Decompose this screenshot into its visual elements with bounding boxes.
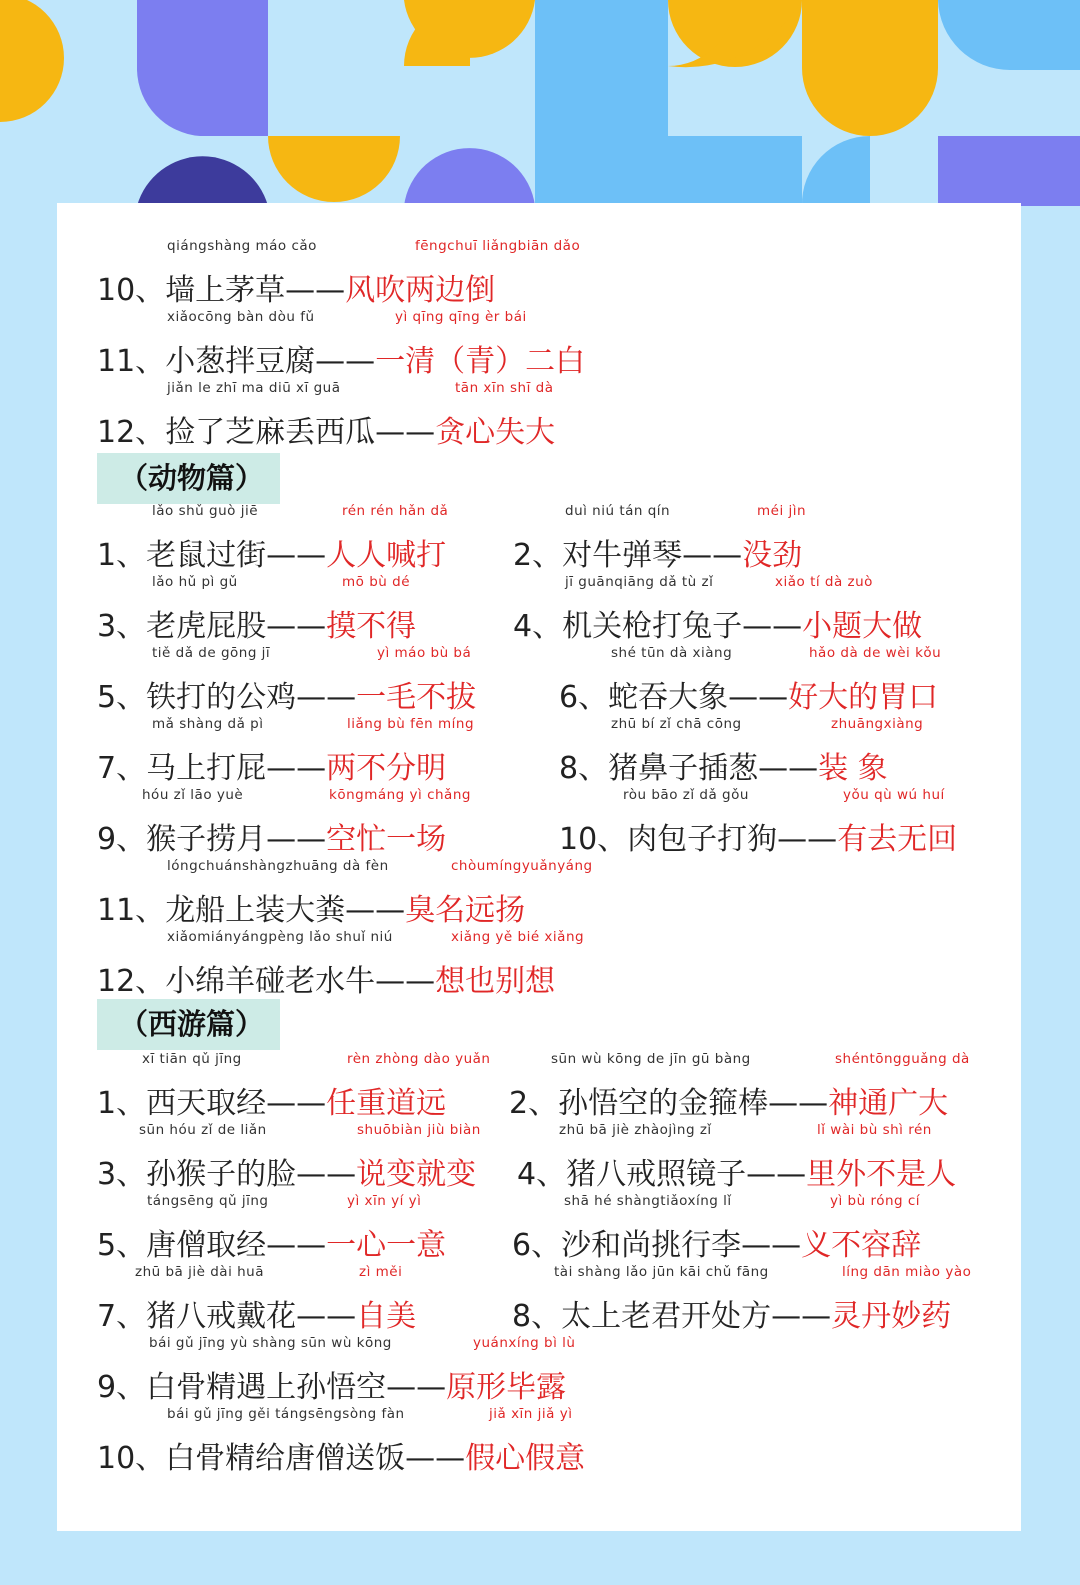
riddle-line [559,645,942,716]
riddle-answer: 风吹两边倒 [345,273,496,308]
question-pinyin: lǎo shǔ guò jiē [152,503,258,519]
riddle-answer: 原形毕露 [446,1370,567,1405]
answer-pinyin: méi jìn [757,503,807,519]
riddle-line [513,574,923,645]
answer-pinyin: lǐ wài bù shì rén [817,1122,932,1138]
riddle-line [517,1122,957,1193]
answer-pinyin: yì qīng qīng èr bái [395,309,527,325]
answer-pinyin: yǒu qù wú huí [843,787,945,803]
question-pinyin: zhū bā jiè zhàojìng zǐ [559,1122,712,1138]
question-pinyin: zhū bā jiè dài huā [135,1264,264,1280]
riddle-answer: 小题大做 [802,609,923,644]
riddle-answer: 一清（青）二白 [375,344,586,379]
riddle-line [559,787,958,858]
question-pinyin: hóu zǐ lāo yuè [142,787,244,803]
riddle-question: 龙船上装大粪—— [165,893,406,928]
riddle-answer: 有去无回 [837,822,958,857]
riddle-line [559,716,924,787]
riddle-line [97,1051,491,1122]
question-pinyin: qiángshàng máo cǎo [167,238,317,254]
decorative-shapes-banner [0,0,1080,206]
question-pinyin: shé tūn dà xiàng [611,645,733,661]
item-number: 2、 [509,1086,559,1121]
item-number: 11、 [97,344,166,379]
riddle-answer: 义不容辞 [801,1228,922,1263]
riddle-line [97,309,586,380]
riddle-line [97,1193,447,1264]
question-pinyin: tài shàng lǎo jūn kāi chǔ fāng [554,1264,769,1280]
answer-pinyin: jiǎ xīn jiǎ yì [489,1406,573,1422]
riddle-answer: 没劲 [742,538,803,573]
question-pinyin: tiě dǎ de gōng jī [152,645,271,661]
riddle-line [512,1193,922,1264]
riddle-line [97,645,477,716]
riddle-line [512,1264,972,1335]
riddle-question: 猴子捞月—— [146,822,327,857]
riddle-answer: 任重道远 [326,1086,447,1121]
riddle-question: 沙和尚挑行李—— [561,1228,802,1263]
riddle-question: 铁打的公鸡—— [146,680,357,715]
item-number: 8、 [559,751,609,786]
riddle-answer: 说变就变 [356,1157,477,1192]
answer-pinyin: rèn zhòng dào yuǎn [347,1051,491,1067]
riddle-question: 马上打屁—— [146,751,327,786]
item-number: 9、 [97,822,147,857]
question-pinyin: ròu bāo zǐ dǎ gǒu [623,787,749,803]
item-number: 11、 [97,893,166,928]
riddle-line [97,716,475,787]
riddle-question: 孙猴子的脸—— [146,1157,357,1192]
answer-pinyin: liǎng bù fēn míng [347,716,475,732]
riddle-question: 猪八戒戴花—— [146,1299,357,1334]
answer-pinyin: chòumíngyuǎnyáng [451,858,593,874]
item-number: 4、 [517,1157,567,1192]
riddle-answer: 臭名远扬 [405,893,526,928]
question-pinyin: lóngchuánshàngzhuāng dà fèn [167,858,389,874]
item-number: 7、 [97,751,147,786]
answer-pinyin: xiǎo tí dà zuò [775,574,873,590]
riddle-line [97,1335,576,1406]
riddle-line [97,574,417,645]
question-pinyin: lǎo hǔ pì gǔ [152,574,238,590]
answer-pinyin: rén rén hǎn dǎ [342,503,449,519]
riddle-answer: 摸不得 [326,609,417,644]
item-number: 3、 [97,1157,147,1192]
item-number: 9、 [97,1370,147,1405]
item-number: 6、 [512,1228,562,1263]
question-pinyin: zhū bí zǐ chā cōng [611,716,742,732]
question-pinyin: jī guānqiāng dǎ tù zǐ [565,574,714,590]
answer-pinyin: kōngmáng yì chǎng [329,787,471,803]
item-number: 10、 [97,273,166,308]
riddle-answer: 装 象 [818,751,888,786]
riddle-question: 孙悟空的金箍棒—— [558,1086,829,1121]
question-pinyin: tángsēng qǔ jīng [147,1193,269,1209]
riddle-line [97,238,581,309]
riddle-question: 唐僧取经—— [146,1228,327,1263]
riddle-answer: 贪心失大 [435,415,556,450]
riddle-question: 墙上茅草—— [165,273,346,308]
riddle-answer: 灵丹妙药 [831,1299,952,1334]
riddle-question: 机关枪打兔子—— [562,609,803,644]
answer-pinyin: shuōbiàn jiù biàn [357,1122,481,1138]
riddle-question: 白骨精给唐僧送饭—— [165,1441,466,1476]
riddle-question: 太上老君开处方—— [561,1299,832,1334]
question-pinyin: xiǎomiányángpèng lǎo shuǐ niú [167,929,393,945]
answer-pinyin: mō bù dé [342,574,410,590]
riddle-question: 猪八戒照镜子—— [566,1157,807,1192]
riddle-question: 对牛弹琴—— [562,538,743,573]
question-pinyin: xiǎocōng bàn dòu fǔ [167,309,315,325]
riddle-answer: 一心一意 [326,1228,447,1263]
riddle-question: 老鼠过街—— [146,538,327,573]
riddle-line [97,858,593,929]
content-card [57,203,1021,1531]
question-pinyin: sūn wù kōng de jīn gū bàng [551,1051,751,1067]
riddle-question: 小绵羊碰老水牛—— [165,964,436,999]
answer-pinyin: fēngchuī liǎngbiān dǎo [415,238,581,254]
item-number: 1、 [97,1086,147,1121]
answer-pinyin: zhuāngxiàng [831,716,924,732]
riddle-line [97,503,449,574]
riddle-line [97,929,585,1000]
answer-pinyin: shéntōngguǎng dà [835,1051,970,1067]
riddle-line [97,380,556,451]
item-number: 10、 [97,1441,166,1476]
riddle-answer: 两不分明 [326,751,447,786]
item-number: 5、 [97,680,147,715]
riddle-question: 西天取经—— [146,1086,327,1121]
answer-pinyin: yì máo bù bá [377,645,472,661]
answer-pinyin: zì měi [359,1264,403,1280]
item-number: 5、 [97,1228,147,1263]
riddle-answer: 自美 [356,1299,417,1334]
riddle-question: 老虎屁股—— [146,609,327,644]
item-number: 10、 [559,822,628,857]
question-pinyin: shā hé shàngtiǎoxíng lǐ [564,1193,732,1209]
riddle-answer: 空忙一场 [326,822,447,857]
item-number: 1、 [97,538,147,573]
item-number: 6、 [559,680,609,715]
item-number: 4、 [513,609,563,644]
riddle-question: 肉包子打狗—— [627,822,838,857]
riddle-answer: 假心假意 [465,1441,586,1476]
question-pinyin: sūn hóu zǐ de liǎn [139,1122,267,1138]
question-pinyin: duì niú tán qín [565,503,671,519]
answer-pinyin: yì bù róng cí [830,1193,921,1209]
item-number: 3、 [97,609,147,644]
riddle-answer: 人人喊打 [326,538,447,573]
riddle-line [97,1406,586,1477]
riddle-answer: 神通广大 [828,1086,949,1121]
riddle-answer: 里外不是人 [806,1157,957,1192]
item-number: 12、 [97,415,166,450]
riddle-question: 猪鼻子插葱—— [608,751,819,786]
question-pinyin: mǎ shàng dǎ pì [152,716,264,732]
question-pinyin: jiǎn le zhī ma diū xī guā [167,380,341,396]
riddle-line [509,1051,970,1122]
item-number: 12、 [97,964,166,999]
answer-pinyin: hǎo dà de wèi kǒu [809,645,942,661]
riddle-answer: 一毛不拔 [356,680,477,715]
riddle-line [97,787,471,858]
riddle-answer: 想也别想 [435,964,556,999]
riddle-line [513,503,807,574]
riddle-line [97,1122,481,1193]
riddle-answer: 好大的胃口 [788,680,939,715]
answer-pinyin: líng dān miào yào [842,1264,972,1280]
section-title-animals: （动物篇） [97,453,280,504]
riddle-question: 白骨精遇上孙悟空—— [146,1370,447,1405]
item-number: 2、 [513,538,563,573]
question-pinyin: bái gǔ jīng yù shàng sūn wù kōng [149,1335,392,1351]
item-number: 7、 [97,1299,147,1334]
answer-pinyin: tān xīn shī dà [455,380,554,396]
question-pinyin: bái gǔ jīng gěi tángsēngsòng fàn [167,1406,405,1422]
riddle-question: 小葱拌豆腐—— [165,344,376,379]
answer-pinyin: yuánxíng bì lù [473,1335,576,1351]
riddle-question: 捡了芝麻丢西瓜—— [165,415,436,450]
question-pinyin: xī tiān qǔ jīng [142,1051,242,1067]
answer-pinyin: yì xīn yí yì [347,1193,422,1209]
section-title-journey: （西游篇） [97,999,280,1050]
answer-pinyin: xiǎng yě bié xiǎng [451,929,585,945]
riddle-question: 蛇吞大象—— [608,680,789,715]
item-number: 8、 [512,1299,562,1334]
riddle-line [97,1264,417,1335]
